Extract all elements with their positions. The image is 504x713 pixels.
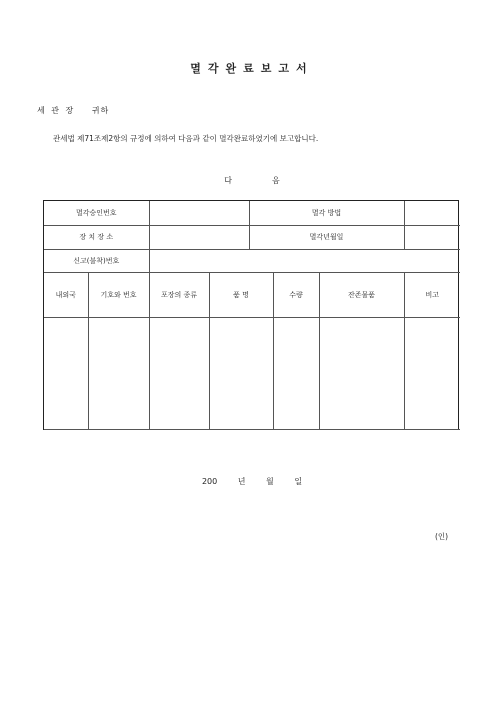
form-table xyxy=(44,201,460,430)
goods-header-row xyxy=(44,272,460,317)
note-heading xyxy=(0,175,504,186)
value-approval-number[interactable] xyxy=(149,201,249,225)
goods-cell[interactable] xyxy=(319,317,404,429)
addressee-office: 세 관 장 xyxy=(37,106,76,115)
body-text: 관세법 제71조제2항의 규정에 의하여 다음과 같이 멸각완료하였기에 보고합니다. xyxy=(53,134,319,143)
label-destruction-method: 멸각 방법 xyxy=(249,201,404,225)
column-header: 비고 xyxy=(404,272,460,317)
column-header: 수량 xyxy=(273,272,319,317)
column-header: 기호와 번호 xyxy=(88,272,149,317)
value-storage-location[interactable] xyxy=(149,225,249,249)
seal-mark: (인) xyxy=(435,532,449,541)
column-header: 품 명 xyxy=(209,272,273,317)
form-row-storage xyxy=(44,225,460,249)
addressee xyxy=(37,105,109,116)
date-day: 일 xyxy=(294,477,303,486)
value-destruction-date[interactable] xyxy=(404,225,460,249)
date-line xyxy=(0,476,504,487)
label-destruction-date: 멸각년월일 xyxy=(249,225,404,249)
label-storage-location: 장 치 장 소 xyxy=(44,225,149,249)
column-header: 내외국 xyxy=(44,272,88,317)
label-declaration-number: 신고(불착)번호 xyxy=(44,249,149,272)
goods-cell[interactable] xyxy=(44,317,88,429)
goods-cell[interactable] xyxy=(209,317,273,429)
date-year: 년 xyxy=(237,477,246,486)
date-year-prefix: 200 xyxy=(201,477,218,486)
goods-cell[interactable] xyxy=(88,317,149,429)
report-form xyxy=(43,200,459,430)
form-row-declaration xyxy=(44,249,460,272)
value-destruction-method[interactable] xyxy=(404,201,460,225)
column-header: 포장의 종류 xyxy=(149,272,209,317)
addressee-suffix: 귀하 xyxy=(91,106,110,115)
column-header: 잔존물품 xyxy=(319,272,404,317)
goods-cell[interactable] xyxy=(149,317,209,429)
goods-cell[interactable] xyxy=(273,317,319,429)
form-row-approval xyxy=(44,201,460,225)
note-heading-right: 음 xyxy=(272,176,280,185)
note-heading-left: 다 xyxy=(224,176,232,185)
goods-entry-row xyxy=(44,317,460,429)
date-month: 월 xyxy=(266,477,274,486)
value-declaration-number[interactable] xyxy=(149,249,460,272)
goods-cell[interactable] xyxy=(404,317,460,429)
label-approval-number: 멸각승인번호 xyxy=(44,201,149,225)
document-title: 멸각완료보고서 xyxy=(190,62,314,75)
